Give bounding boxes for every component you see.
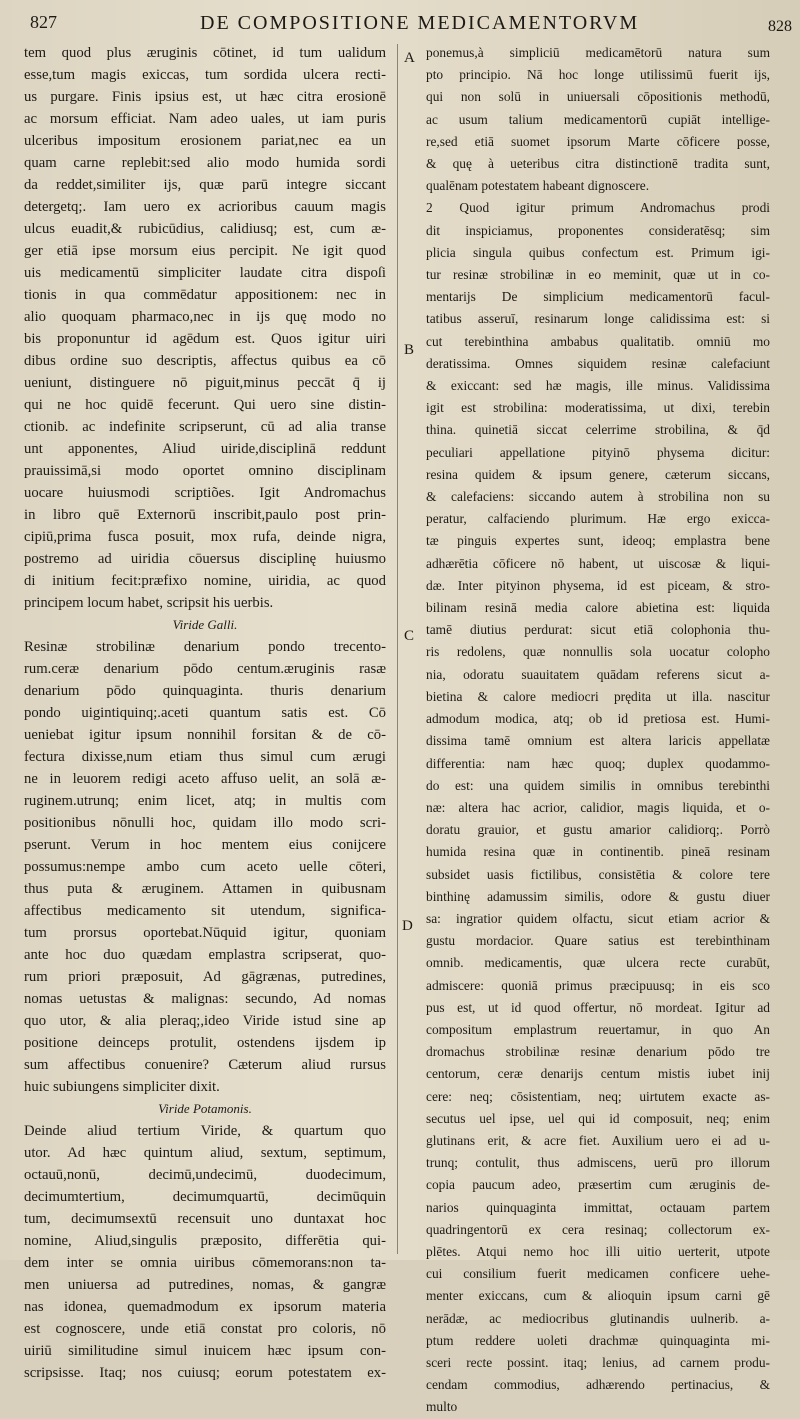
text-line: rum.ceræ denarium pōdo centum.æruginis rasæ	[24, 661, 386, 677]
text-line: tionis in qua commēdatur appositionem: nec in	[24, 287, 386, 303]
text-line: scripsisse. Itaq; nos cuiusq; eorum potestatem ex-	[24, 1365, 386, 1381]
text-line: decimumtertium, decimumquartū, decimūquin	[24, 1189, 386, 1205]
text-line: dissima tamē omnium est altera laricis appellatæ	[426, 733, 770, 749]
text-line: quadringentorū ex cera resinaq; collectorum ex-	[426, 1221, 770, 1237]
text-line: quo utor, & alia pleraq;,ideo Viride istud sine ap	[24, 1013, 386, 1029]
text-line: quam carne replebit:sed alio modo humida sordi	[24, 155, 386, 171]
text-line: tem quod plus æruginis cōtinet, id tum ualidum	[24, 45, 386, 61]
text-line: admiscere: quoniā primus præcipuusq; in eis sco	[426, 977, 770, 993]
text-line: secutus uel ipse, uel qui id composuit, neq; enim	[426, 1110, 770, 1126]
text-line: sum affectibus conuenire? Cæterum aliud rursus	[24, 1057, 386, 1073]
left-column	[24, 42, 386, 1384]
text-line: nas idonea, quemadmodum ex ipsorum materia	[24, 1299, 386, 1315]
text-line: postremo ad uiridia cōuersus disciplinę huiusmo	[24, 551, 386, 567]
text-line: differentia: nam hæc quoq; duplex quodammo-	[426, 755, 770, 771]
text-line: adhærētia cōficere nō habent, ut uiscosæ & liqui-	[426, 555, 770, 571]
text-line: subsidet uasis fictilibus, consistētia & colore tere	[426, 866, 770, 882]
section-heading: Viride Galli.	[172, 617, 238, 632]
text-line: gustu mordacior. Quare satius est terebinthinam	[426, 933, 770, 949]
text-line: principem locum habet, scripsit his uerbis.	[24, 595, 274, 611]
text-line: alio quoquam pharmaco,nec in ijs quę modo no	[24, 309, 386, 325]
text-line: resina quidem & ipsum genere, cæterum siccans,	[426, 466, 770, 482]
text-line: dromachus strobilinæ resinæ denarium pōdo tre	[426, 1044, 770, 1060]
margin-letter-c: C	[404, 628, 415, 644]
text-line: tæ pinguis expertes sunt, ideoq; emplastra bene	[426, 533, 770, 549]
text-line: ruginem.utrunq; enim licet, atq; in multis com	[24, 793, 386, 809]
text-line: qui non solū in uniuersali cōpositionis methodū,	[426, 89, 770, 105]
text-line: plētes. Atqui nemo hoc illi uitio uerterit, utpote	[426, 1243, 770, 1259]
text-line: bietina & calore mediocri prędita ut illa. nascitur	[426, 688, 770, 704]
text-line: thina. quinetiā siccat celerrime strobilina, & q̄d	[426, 422, 770, 438]
text-line: binthinę adamussim similis, odore & gustu diuer	[426, 888, 770, 904]
text-line: tatibus asseruī, resinarum longe calidissima est: si	[426, 311, 770, 327]
text-line: cendam commodius, adhærendo pertinacius, &	[426, 1377, 770, 1393]
text-line: Resinæ strobilinæ denarium pondo trecento-	[24, 639, 386, 655]
text-line: bilinam resinā media calore abietina est: liquida	[426, 600, 770, 616]
text-line: Deinde aliud tertium Viride, & quartum quo	[24, 1123, 386, 1139]
text-line: in libro quē Externorū inscribit,paulo post prin-	[24, 507, 386, 523]
text-line: ueniunt, distinguere nō piguit,minus peccāt q̄ ij	[24, 375, 386, 391]
text-line: da reddet,similiter ijs, quæ parū integre siccant	[24, 177, 386, 193]
text-line: sceri recte possint. itaq; lenius, ad carnem produ-	[426, 1354, 770, 1370]
text-line: tum prorsus oportebat.Nūquid igitur, quoniam	[24, 925, 386, 941]
text-line: multo	[426, 1399, 458, 1415]
text-line: admodum modica, atq; ob id pretiosa est. Humi-	[426, 711, 770, 727]
text-line: qui ne hoc quidē fecerunt. Qui uero sine distin-	[24, 397, 386, 413]
text-line: ac usum talium medicamentorū cupiāt intellige-	[426, 111, 770, 127]
page-number-right: 828	[768, 18, 792, 35]
text-line: & calefaciens: siccando autem à strobilina non su	[426, 489, 770, 505]
text-line: narios quinquaginta immittat, octauam partem	[426, 1199, 770, 1215]
page-number-left: 827	[30, 12, 57, 32]
running-title: DE COMPOSITIONE MEDICAMENTORVM	[200, 12, 640, 34]
text-line: mentarijs De simplicium medicamentorū facul-	[426, 289, 770, 305]
text-line: uocare huiusmodi scriptiões. Igit Andromachus	[24, 485, 386, 501]
text-line: nomine, Aliud,singulis præposito, differētia qui-	[24, 1233, 386, 1249]
text-line: huic subiungens simpliciter dixit.	[24, 1079, 220, 1095]
text-line: prauissimā,si modo oportet omnino disciplinam	[24, 463, 386, 479]
text-line: ulceribus impositum erosionem pariat,nec ea un	[24, 133, 386, 149]
text-line: octauū,nonū, decimū,undecimū, duodecimum,	[24, 1167, 386, 1183]
text-line: peculiari appellatione pityinō physema dicitur:	[426, 444, 770, 460]
text-line: ne in leuorem redigi aceto affuso uelit, an solā æ-	[24, 771, 386, 787]
text-line: fectura dixisse,num etiam thus simul cum ærugi	[24, 749, 386, 765]
page-header	[0, 0, 800, 34]
text-line: menter exiccans, cum & alioquin ipsum carni gē	[426, 1288, 770, 1304]
text-line: igit est strobilina: moderatissima, ut dixi, terebin	[426, 400, 770, 416]
text-line: centorum, ceræ denarijs centum mistis iubet inij	[426, 1066, 770, 1082]
text-line: dit inspiciamus, proponentes consideratēsq; sim	[426, 222, 770, 238]
text-line: us purgare. Finis ipsius est, ut hæc citra erosionē	[24, 89, 386, 105]
text-line: deratissima. Omnes siquidem resinæ calefaciunt	[426, 355, 770, 371]
text-line: tur resinæ strobilinæ in eo meminit, quæ ut in co-	[426, 267, 770, 283]
text-line: positionibus nōnulli hoc, quidam illo modo scri-	[24, 815, 386, 831]
text-line: pserunt. Verum in hoc mentem eius conijcere	[24, 837, 386, 853]
text-line: affectibus medicamento sit utendum, significa-	[24, 903, 386, 919]
text-line: do est: una quidem similis in omnibus terebinthi	[426, 777, 770, 793]
text-line: ptum reddere uoleti drachmæ quinquaginta mi-	[426, 1332, 770, 1348]
text-line: dæ. Inter pityinon physema, id est piceam, & stro-	[426, 577, 770, 593]
text-line: trunq; contulit, thus admiscens, uerū pro illorum	[426, 1155, 770, 1171]
text-line: sa: ingratior quidem olfactu, sicut etiam acrior &	[426, 910, 770, 926]
text-line: humida resina quæ in continentib. pineā resinam	[426, 844, 770, 860]
text-line: ac morsum efficiat. Nam adeo uales, ut iam puris	[24, 111, 386, 127]
text-line: bis proponuntur id agēdum est. Quos igitur uiri	[24, 331, 386, 347]
text-line: peratur, calfaciendo plurimum. Hæ ergo exicca-	[426, 511, 770, 527]
text-line: dibus ordine suo descriptis, affectus quibus ea cō	[24, 353, 386, 369]
text-line: ctionib. ac indefinite scripserunt, cū ad alia transe	[24, 419, 386, 435]
text-line: pto principio. Nā hoc longe utilissimū fuerit ijs,	[426, 67, 770, 83]
text-line: cere: neq; cōsistentiam, neq; uirtutem exacte as-	[426, 1088, 770, 1104]
text-line: doratu grauior, et gustu amarior calidiorq;. Porrò	[426, 822, 770, 838]
text-line: thus puta & æruginem. Attamen in quibusnam	[24, 881, 386, 897]
text-line: dem inter se omnia uiribus cōmemorans:non ta-	[24, 1255, 386, 1271]
text-line: est cognoscere, unde etiā constat pro coloris, nō	[24, 1321, 386, 1337]
section-heading: Viride Potamonis.	[158, 1101, 252, 1116]
text-line: omnib. medicamentis, quæ ulcera recte curabūt,	[426, 955, 770, 971]
text-line: nia, odoratu suauitatem quādam referens sicut a-	[426, 666, 770, 682]
text-line: nomas uetustas & malignas: secundo, Ad nomas	[24, 991, 386, 1007]
text-line: ris redolens, quæ nonnullis sola uocatur colopho	[426, 644, 770, 660]
text-line: denarium pōdo quinquaginta. thuris denarium	[24, 683, 386, 699]
margin-letter-a: A	[404, 50, 415, 66]
text-line: ponemus,à simpliciū medicamētorū natura sum	[426, 45, 770, 60]
text-line: tum, decimumsextū recensuit uno duntaxat hoc	[24, 1211, 386, 1227]
column-divider	[397, 44, 398, 1254]
margin-letter-b: B	[404, 342, 415, 358]
text-line: di initium fecit:præfixo nomine, uiridia, ac quod	[24, 573, 386, 589]
text-line: possumus:nempe ambo cum aceto uelle cōteri,	[24, 859, 386, 875]
text-line: cut terebinthina ambabus qualitatib. omniū mo	[426, 333, 770, 349]
text-line: ger etiā ipse morsum eius percipit. Ne igit quod	[24, 243, 386, 259]
text-line: glutinans erit, & acre fiet. Auxilium uero ei ad u-	[426, 1132, 770, 1148]
text-line: uis medicamentū simpliciter laudate citra dispoſi	[24, 265, 386, 281]
text-line: cipiū,prima fusca posuit, mox rufa, deinde nigra,	[24, 529, 386, 545]
text-line: tamē diutius perdurat: sicut etiā colophonia thu-	[426, 622, 770, 638]
text-line: næ: altera hac acrior, calidior, magis liquida, et o-	[426, 799, 770, 815]
right-column	[426, 42, 770, 1419]
text-line: utor. Ad hæc quintum aliud, sextum, septimum,	[24, 1145, 386, 1161]
text-line: re,sed etiā suomet ipsorum Marte cōficere posse,	[426, 133, 770, 149]
text-line: copia paucum adeo, præsertim cum æruginis de-	[426, 1177, 770, 1193]
text-line: positione deinceps protulit, ostendens ijsdem ip	[24, 1035, 386, 1051]
text-line: ante hoc duo quædam emplastra scripserat, quo-	[24, 947, 386, 963]
text-line: nerādæ, ac mediocribus glutinandis uulnerib. a-	[426, 1310, 770, 1326]
text-line: esse,tum magis exiccas, tum sordida ulcera recti-	[24, 67, 386, 83]
text-line: rum priori præposuit, Ad gāgrænas, putredines,	[24, 969, 386, 985]
text-line: plicia singula quibus confectum est. Primum igi-	[426, 244, 770, 260]
text-line: 2 Quod igitur primum Andromachus prodi	[426, 200, 770, 216]
text-line: & quę à ueteribus citra distinctionē tradita sunt,	[426, 156, 770, 172]
text-line: detergetq;. Iam uero ex acrioribus cauum magis	[24, 199, 386, 215]
margin-letter-d: D	[402, 918, 413, 934]
text-line: men uniuersa ad putredines, nomas, & gangræ	[24, 1277, 386, 1293]
text-line: unt apponentes, Aliud uiride,disciplinā reddunt	[24, 441, 386, 457]
text-line: cui consilium fuerit medicamen conficere uehe-	[426, 1266, 770, 1282]
text-line: ueniebat igitur ipsum nonnihil forsitan & de cō-	[24, 727, 386, 743]
text-line: ulcus euadit,& rubicūdius, calidiusq; est, cum æ-	[24, 221, 386, 237]
text-line: pondo uigintiquinq;.aceti quantum satis est. Cō	[24, 705, 386, 721]
text-line: qualēnam potestatem habeant dignoscere.	[426, 178, 650, 194]
text-line: pus est, ut id quod offertur, nō mordeat. Igitur ad	[426, 999, 770, 1015]
text-line: & exiccant: sed hæ magis, ille minus. Validissima	[426, 378, 770, 394]
text-line: compositum emplastrum reuertamur, in quo An	[426, 1021, 770, 1037]
text-line: uiriū similitudine simul inuicem hæc ipsum con-	[24, 1343, 386, 1359]
